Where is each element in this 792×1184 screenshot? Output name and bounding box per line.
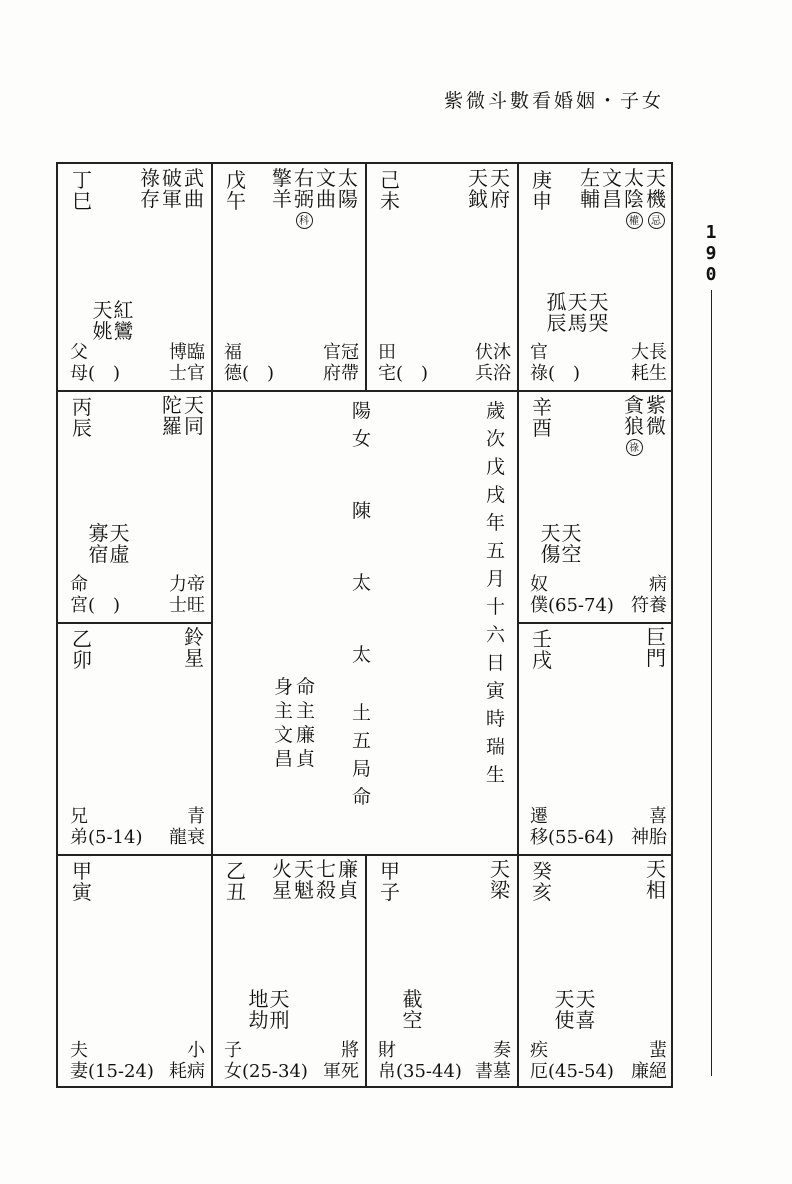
palace-footer: 兄 青 弟(5-14) 龍衰 — [70, 806, 205, 848]
minor-stars: 截 空 — [402, 987, 423, 1032]
main-stars: 紫 微 貪 狼 祿 — [624, 393, 666, 454]
main-stars: 武 曲 破 軍 祿 存 — [140, 166, 204, 211]
palace-stem: 己 未 — [380, 168, 400, 213]
main-stars: 天 相 — [646, 857, 666, 902]
transform-mark-lu: 祿 — [626, 439, 643, 456]
palace-stem: 甲 寅 — [72, 859, 92, 904]
palace-stem: 癸 亥 — [532, 859, 552, 904]
palace-stem: 庚 申 — [532, 168, 552, 213]
palace-stem: 乙 丑 — [226, 859, 246, 904]
main-stars: 天 梁 — [490, 857, 510, 902]
palace-yin — [58, 855, 211, 1088]
palace-footer: 財 奏 帛(35-44) 書墓 — [378, 1040, 511, 1082]
minor-stars: 天 哭 天 馬 孤 辰 — [546, 290, 609, 335]
palace-si — [58, 164, 211, 390]
palace-hai — [518, 855, 673, 1088]
minor-stars: 天 喜 天 使 — [554, 987, 596, 1032]
ming-zhu-column: 命 主 廉 貞 — [296, 676, 316, 770]
minor-stars: 天 虛 寡 宿 — [88, 521, 130, 566]
palace-chen — [58, 391, 211, 622]
transform-mark-quan: 權 — [626, 212, 643, 229]
palace-footer: 子 將 女(25-34) 軍死 — [224, 1040, 359, 1082]
palace-stem: 壬 戌 — [532, 627, 552, 672]
palace-wu — [212, 164, 365, 390]
main-stars: 天 同 陀 羅 — [162, 393, 204, 438]
main-stars: 天 府 天 鉞 — [468, 166, 510, 211]
birth-date-column: 歲 次 戊 戌 年 五 月 十 六 日 寅 時 瑞 生 — [486, 400, 506, 786]
palace-shen — [518, 164, 673, 390]
main-stars: 鈴 星 — [184, 625, 204, 670]
palace-stem: 戊 午 — [226, 168, 246, 213]
transform-mark-ke: 科 — [296, 212, 313, 229]
margin-rule — [711, 290, 712, 1076]
running-header: 紫微斗數看婚姻・子女 — [443, 90, 664, 112]
minor-stars: 天 空 天 傷 — [540, 521, 582, 566]
palace-mao — [58, 623, 211, 854]
gender-name-column: 陽 女 陳 太 太 土 五 局 命 — [352, 400, 372, 808]
palace-stem: 丁 巳 — [72, 168, 92, 213]
palace-xu — [518, 623, 673, 854]
palace-footer: 奴 病 僕(65-74) 符養 — [530, 574, 667, 616]
ziwei-chart — [56, 162, 673, 1088]
main-stars: 巨 門 — [646, 625, 666, 670]
palace-footer: 福 官冠 德( ) 府帶 — [224, 342, 359, 384]
palace-stem: 辛 酉 — [532, 395, 552, 440]
palace-footer: 夫 小 妻(15-24) 耗病 — [70, 1040, 205, 1082]
page-number-digit: 9 — [705, 243, 717, 264]
palace-footer: 官 大長 祿( ) 耗生 — [530, 342, 667, 384]
palace-chou — [212, 855, 365, 1088]
palace-you — [518, 391, 673, 622]
main-stars: 太 陽 文 曲 右 弼 科 擎 羊 — [272, 166, 358, 227]
page-number-digit: 1 — [705, 222, 717, 243]
palace-stem: 甲 子 — [380, 859, 400, 904]
main-stars: 天 機 忌 太 陰 權 文 昌 左 輔 — [580, 166, 666, 227]
minor-stars: 紅 鸞 天 姚 — [92, 298, 134, 343]
main-stars: 廉 貞 七 殺 天 魁 火 星 — [272, 857, 358, 902]
page-number — [700, 222, 722, 285]
minor-stars: 天 刑 地 劫 — [248, 987, 290, 1032]
palace-footer: 父 博臨 母( ) 士官 — [70, 342, 205, 384]
palace-footer: 田 伏沐 宅( ) 兵浴 — [378, 342, 511, 384]
center-panel — [212, 391, 517, 854]
palace-footer: 命 力帝 宮( ) 士旺 — [70, 574, 205, 616]
palace-footer: 疾 蜚 厄(45-54) 廉絕 — [530, 1040, 667, 1082]
transform-mark-ji: 忌 — [648, 212, 665, 229]
palace-stem: 丙 辰 — [72, 395, 92, 440]
page-number-digit: 0 — [705, 264, 717, 285]
palace-footer: 遷 喜 移(55-64) 神胎 — [530, 806, 667, 848]
shen-zhu-column: 身 主 文 昌 — [274, 676, 294, 770]
palace-stem: 乙 卯 — [72, 627, 92, 672]
palace-zi — [366, 855, 517, 1088]
palace-wei — [366, 164, 517, 390]
